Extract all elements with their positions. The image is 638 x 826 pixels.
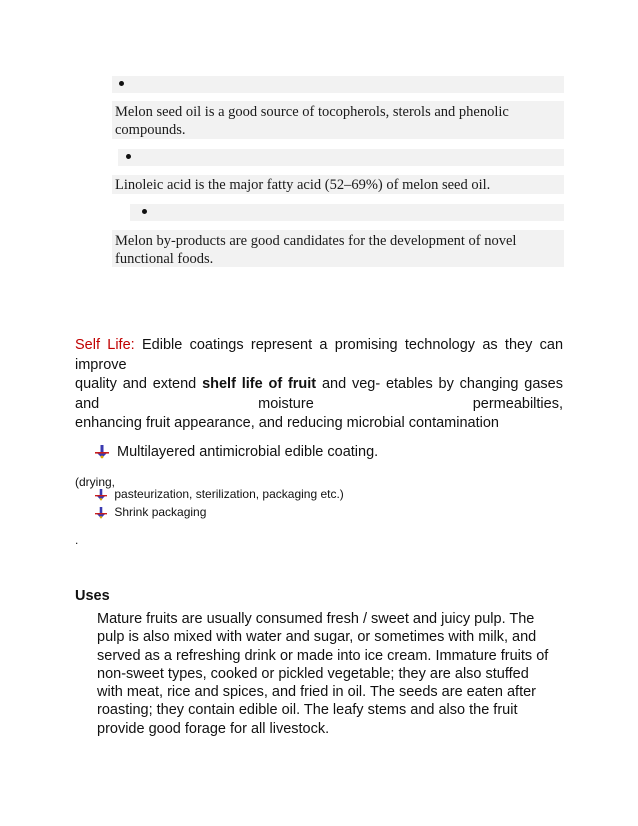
bullet-dot: [126, 154, 131, 159]
shelf-life-line: enhancing fruit appearance, and reducing microbial contamination: [75, 415, 499, 431]
shelf-life-line: improve: [75, 356, 127, 373]
drying-text: (drying,: [75, 475, 116, 489]
bullet-row: [112, 76, 564, 93]
list-item: Multilayered antimicrobial edible coating.: [95, 444, 378, 460]
uses-paragraph: [97, 610, 567, 738]
shelf-life-line: and moisture permeabilties,: [75, 395, 563, 412]
shelf-life-line: Self Life: Edible coatings represent a promising technology as they can: [75, 337, 564, 353]
arrow-down-icon: [95, 445, 109, 459]
shelf-life-paragraph: [75, 336, 563, 434]
uses-line: Mature fruits are usually consumed fresh / sweet and juicy pulp. The: [97, 611, 535, 627]
bullet-dot: [142, 209, 147, 214]
bullet-dot: [119, 81, 124, 86]
bullet-row: [130, 204, 564, 221]
list-item: pasteurization, sterilization, packaging etc.): [95, 487, 344, 501]
uses-line: provide good forage for all livestock.: [97, 720, 330, 737]
shelf-life-label: Self Life:: [75, 337, 135, 353]
uses-line: roasting; they contain edible oil. The leafy stems and also the fruit: [97, 702, 518, 719]
note-text: Melon by-products are good candidates for the development of novel functional foods.: [112, 230, 564, 267]
uses-heading: Uses: [75, 588, 110, 604]
bullet-row: [118, 149, 564, 166]
uses-line: non-sweet types, cooked or pickled vegetable; they are also stuffed: [97, 665, 529, 682]
note-text: Linoleic acid is the major fatty acid (52–69%) of melon seed oil.: [112, 175, 564, 194]
bold-phrase: shelf life of fruit: [202, 376, 317, 392]
uses-line: served as a refreshing drink or made into ice cream. Immature fruits of: [97, 647, 549, 664]
uses-line: pulp is also mixed with water and sugar, or sometimes with milk, and: [97, 629, 537, 646]
shelf-life-line: quality and extend shelf life of fruit and veg- etables by changing gases: [75, 376, 563, 392]
note-text: Melon seed oil is a good source of tocopherols, sterols and phenolic compounds.: [112, 101, 564, 139]
uses-line: with meat, rice and spices, and fried in oil. The seeds are eaten after: [97, 684, 537, 701]
period-text: .: [75, 533, 79, 547]
list-item: Shrink packaging: [95, 505, 206, 519]
arrow-down-icon: [95, 507, 107, 519]
arrow-down-icon: [95, 489, 107, 501]
